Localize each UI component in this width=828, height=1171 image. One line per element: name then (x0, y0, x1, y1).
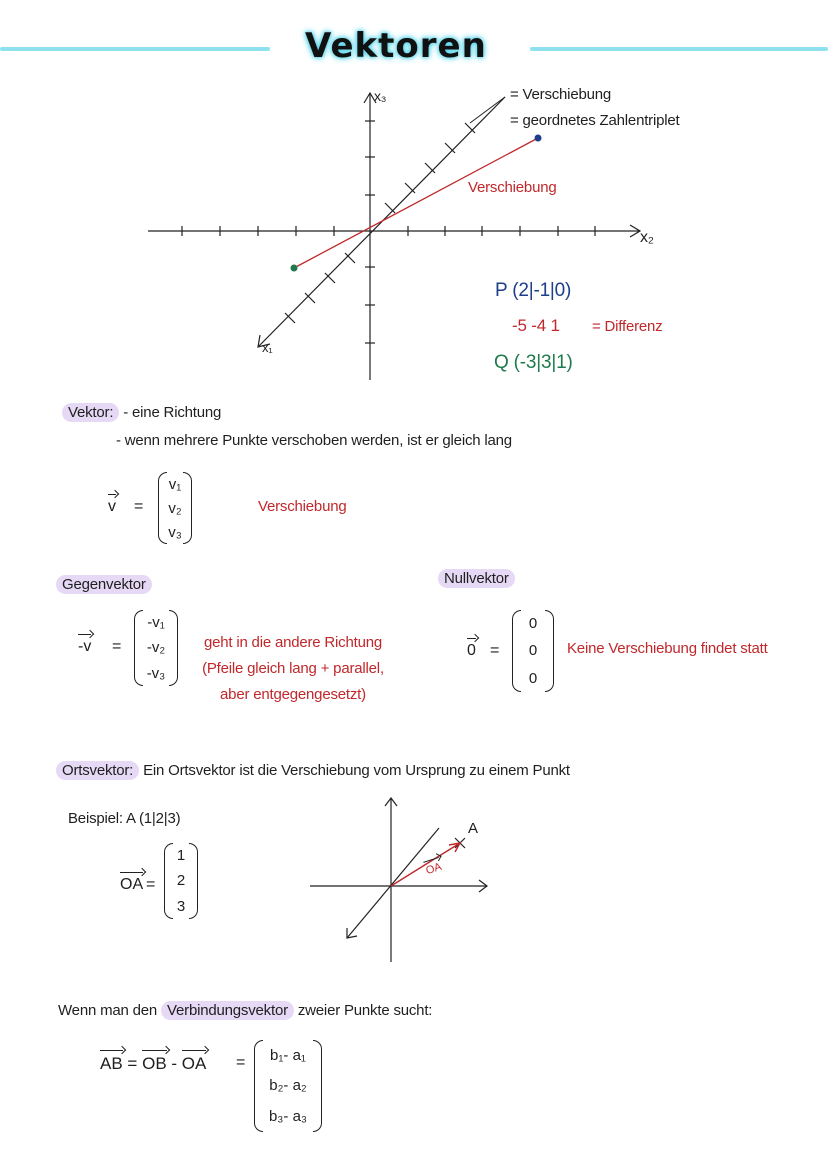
ortsvektor-graph (305, 790, 505, 970)
matrix-cell: 2 (176, 872, 186, 890)
ortsvektor-point-a: A (468, 820, 478, 837)
gegenvektor-note-line: aber entgegengesetzt) (220, 686, 366, 703)
matrix-cell: b₃- a₃ (268, 1108, 308, 1126)
verbindung-matrix (254, 1040, 322, 1132)
verbindung-highlight: Verbindungsvektor (161, 1001, 294, 1020)
vektor-definition (62, 404, 221, 421)
gegenvektor-note-line: (Pfeile gleich lang + parallel, (202, 660, 384, 677)
gegenvektor-label: Gegenvektor (56, 575, 152, 594)
title-rule-left (0, 47, 270, 51)
matrix-cell: 0 (528, 669, 538, 687)
ortsvektor-matrix (164, 843, 198, 919)
verbindung-text-before: Wenn man den (58, 1002, 158, 1019)
point-q-label: Q (-3|3|1) (494, 352, 573, 373)
nullvektor-note: Keine Verschiebung findet statt (567, 640, 768, 657)
verbindung-text (58, 1002, 432, 1019)
point-p-label: P (2|-1|0) (495, 280, 572, 301)
difference-label: = Differenz (592, 318, 663, 335)
nullvektor-matrix (512, 610, 554, 692)
matrix-cell: b₂- a₂ (269, 1077, 307, 1095)
verbindung-text-after: zweier Punkte sucht: (297, 1002, 433, 1019)
point-p-dot (535, 135, 542, 142)
ortsvektor-definition (56, 762, 570, 779)
vektor-label: Vektor: (62, 403, 119, 422)
axis-x2-label: x₂ (640, 229, 654, 246)
formula-minus: - (171, 1054, 178, 1073)
matrix-cell: -v₃ (146, 664, 166, 682)
coordinate-graph-3d (140, 85, 670, 390)
ortsvektor-label: Ortsvektor: (56, 761, 139, 780)
verbindung-formula (100, 1054, 206, 1074)
gegenvektor-note (200, 630, 386, 708)
matrix-cell: 1 (176, 847, 186, 865)
vektor-note: Verschiebung (258, 498, 347, 515)
ortsvektor-text: Ein Ortsvektor ist die Verschiebung vom Ursprung zu einem Punkt (143, 762, 570, 779)
matrix-cell: -v₁ (147, 614, 165, 632)
gegenvektor-symbol: -v (78, 638, 92, 655)
ortsvektor-eq: = (146, 876, 156, 893)
ortsvektor-example: Beispiel: A (1|2|3) (68, 810, 181, 827)
axis-x1-label: x₁ (262, 340, 273, 355)
vektor-symbol: v (108, 498, 116, 515)
axis-x3-label: x₃ (374, 88, 387, 104)
title-rule-right (530, 47, 828, 51)
vector-oa: OA (181, 1054, 207, 1073)
arrow-label-verschiebung: Verschiebung (468, 179, 557, 196)
gegenvektor-eq: = (112, 638, 122, 655)
nullvektor-symbol: 0 (467, 642, 476, 659)
matrix-cell: 0 (528, 615, 538, 633)
matrix-cell: v₂ (168, 499, 182, 517)
verbindung-eq2: = (236, 1054, 246, 1071)
matrix-cell: b₁- a₁ (270, 1046, 306, 1064)
ortsvektor-graph-label: OA (424, 860, 443, 878)
vektor-eq: = (134, 498, 144, 515)
matrix-cell: 0 (528, 642, 538, 660)
gegenvektor-matrix (134, 610, 178, 686)
ortsvektor-symbol: OA (120, 876, 144, 893)
note-verschiebung: = Verschiebung (510, 86, 612, 103)
gegenvektor-heading (56, 576, 152, 593)
nullvektor-label: Nullvektor (438, 569, 515, 588)
matrix-cell: 3 (176, 897, 186, 915)
matrix-cell: v₁ (168, 475, 182, 493)
point-q-dot (291, 265, 298, 272)
vector-ob: OB (142, 1054, 167, 1073)
vektor-line2: - wenn mehrere Punkte verschoben werden, ist er gleich lang (116, 432, 512, 449)
vector-ab: AB (100, 1054, 123, 1073)
nullvektor-heading (438, 570, 515, 587)
formula-eq: = (127, 1054, 138, 1073)
matrix-cell: v₃ (168, 523, 182, 541)
nullvektor-eq: = (490, 642, 500, 659)
page-title: Vektoren (305, 26, 487, 66)
matrix-cell: -v₂ (146, 639, 166, 657)
vektor-matrix (158, 472, 192, 544)
note-zahlentriplet: = geordnetes Zahlentriplet (510, 112, 680, 129)
vektor-line1: - eine Richtung (123, 404, 222, 421)
difference-row: -5 -4 1 (512, 316, 560, 335)
gegenvektor-note-line: geht in die andere Richtung (203, 634, 383, 651)
